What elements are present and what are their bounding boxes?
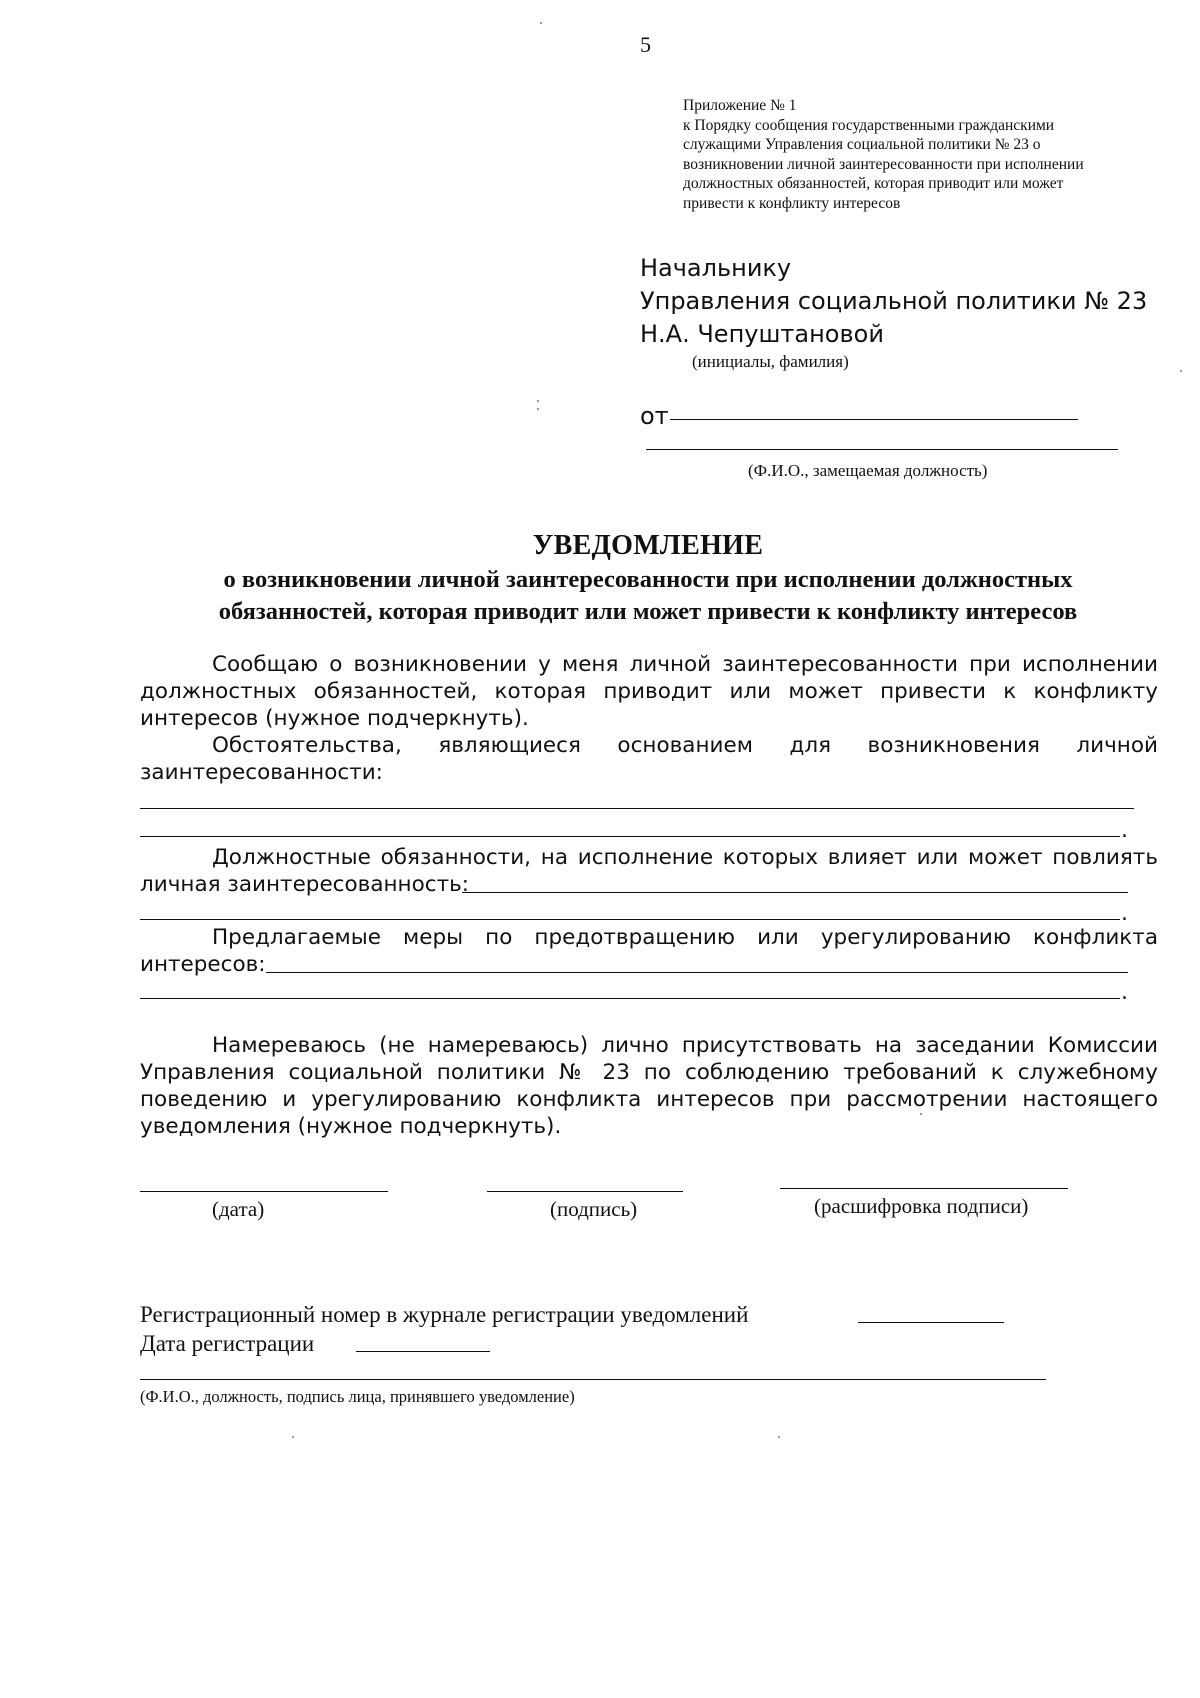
addressee-block [640,252,1147,351]
addressee-name: Н.А. Чепуштановой [640,320,884,348]
measures-line-1[interactable] [266,972,1128,973]
annex-line: служащими Управления социальной политики № 23 о [683,136,1041,153]
duties-line-2[interactable] [140,919,1120,920]
signature-caption: (подпись) [550,1197,638,1221]
line-end-dot: . [1121,818,1128,843]
registration-number-line[interactable] [858,1322,1004,1323]
paragraph-1-line-2: должностных обязанностей, которая приводит или может привести к конфликту [140,679,1158,704]
receiver-line[interactable] [140,1379,1046,1380]
page-number: 5 [640,32,651,57]
registration-number-label: Регистрационный номер в журнале регистрации уведомлений [140,1302,749,1327]
circumstances-line-1[interactable] [140,808,1134,809]
paragraph-2-line-2: заинтересованности: [140,760,383,785]
from-field-line-1[interactable] [670,419,1078,420]
scan-speck [540,22,542,24]
addressee-title: Начальнику [640,254,792,282]
annex-line: к Порядку сообщения государственными гражданскими [683,116,1055,134]
scan-speck [778,1436,780,1438]
scan-speck [1180,370,1182,372]
annex-block [683,96,1084,213]
registration-date-line[interactable] [356,1351,490,1352]
registration-date-label: Дата регистрации [140,1331,315,1356]
paragraph-5-line-1: Намереваюсь (не намереваюсь) лично присутствовать на заседании Комиссии [212,1033,1158,1058]
paragraph-4-line-2: интересов: [140,952,266,977]
document-title: УВЕДОМЛЕНИЕ [532,530,764,561]
line-end-dot: . [1121,980,1128,1005]
from-hint: (Ф.И.О., замещаемая должность) [748,461,988,480]
addressee-hint: (инициалы, фамилия) [692,352,849,371]
date-caption: (дата) [212,1197,265,1221]
document-subtitle-line-1: о возникновении личной заинтересованности при исполнении должностных [223,566,1073,593]
receiver-hint: (Ф.И.О., должность, подпись лица, принявшего уведомление) [140,1387,575,1406]
from-label: от [640,402,669,430]
scan-speck [537,400,539,402]
annex-line: возникновении личной заинтересованности при исполнении [683,155,1084,173]
annex-line: привести к конфликту интересов [683,194,901,212]
paragraph-5-line-4: уведомления (нужное подчеркнуть). [140,1114,562,1139]
circumstances-line-2[interactable] [140,836,1120,837]
date-line[interactable] [140,1191,388,1192]
scan-speck [537,408,539,410]
annex-line: Приложение № 1 [683,97,797,114]
scan-speck [920,1113,922,1115]
paragraph-1-line-3: интересов (нужное подчеркнуть). [140,706,529,731]
annex-line: должностных обязанностей, которая приводит или может [683,175,1064,192]
addressee-org: Управления социальной политики № 23 [640,287,1148,315]
signature-line[interactable] [487,1191,683,1192]
paragraph-5-line-2: Управления социальной политики № 23 по соблюдению требований к служебному [140,1060,1158,1085]
measures-line-2[interactable] [140,998,1120,999]
paragraph-2-line-1: Обстоятельства, являющиеся основанием для возникновения личной [212,733,1158,758]
paragraph-4-line-1: Предлагаемые меры по предотвращению или урегулированию конфликта [212,925,1158,950]
paragraph-3-line-1: Должностные обязанности, на исполнение которых влияет или может повлиять [212,845,1158,870]
paragraph-1-line-1: Сообщаю о возникновении у меня личной заинтересованности при исполнении [212,652,1158,677]
signature-decode-line[interactable] [780,1188,1068,1189]
signature-decode-caption: (расшифровка подписи) [814,1194,1029,1218]
duties-line-1[interactable] [462,892,1128,893]
paragraph-3-line-2: личная заинтересованность: [140,872,470,897]
scan-speck [292,1436,294,1438]
paragraph-5-line-3: поведению и урегулированию конфликта интересов при рассмотрении настоящего [140,1087,1158,1112]
from-field-line-2[interactable] [646,449,1118,450]
document-subtitle-line-2: обязанностей, которая приводит или может привести к конфликту интересов [218,598,1078,625]
line-end-dot: . [1121,901,1128,926]
